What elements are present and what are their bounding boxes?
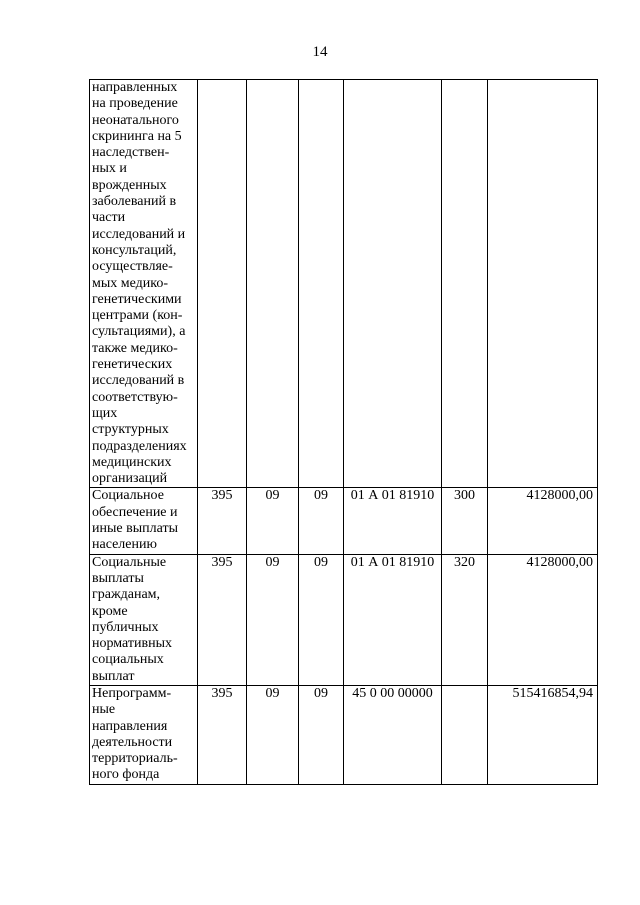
pr-cell bbox=[299, 80, 344, 488]
name-line: медицинских bbox=[92, 454, 172, 470]
sum-cell bbox=[488, 80, 598, 488]
vr-cell: 320 bbox=[442, 554, 488, 685]
name-line: кроме bbox=[92, 603, 128, 619]
name-line: также медико- bbox=[92, 340, 178, 356]
pr-cell: 09 bbox=[299, 554, 344, 685]
name-line: части bbox=[92, 210, 126, 226]
table-row bbox=[90, 80, 598, 488]
csr-cell: 45 0 00 00000 bbox=[344, 685, 442, 784]
table-row bbox=[90, 554, 598, 685]
grbs-cell: 395 bbox=[198, 488, 247, 554]
table-row bbox=[90, 488, 598, 554]
name-line: обеспечение и bbox=[92, 504, 178, 520]
name-cell bbox=[90, 80, 198, 488]
csr-cell: 01 А 01 81910 bbox=[344, 488, 442, 554]
name-line: ного фонда bbox=[92, 767, 160, 783]
name-line: Социальное bbox=[92, 488, 164, 504]
name-line: исследований и bbox=[92, 226, 186, 242]
sum-cell: 515416854,94 bbox=[488, 685, 598, 784]
name-line: структурных bbox=[92, 422, 169, 438]
vr-cell bbox=[442, 80, 488, 488]
name-line: центрами (кон- bbox=[92, 308, 183, 324]
name-line: мых медико- bbox=[92, 275, 169, 291]
name-cell bbox=[90, 488, 198, 554]
name-line: соответствую- bbox=[92, 389, 178, 405]
name-line: направления bbox=[92, 718, 168, 734]
name-line: заболеваний в bbox=[92, 194, 177, 210]
budget-table bbox=[89, 79, 598, 785]
sum-cell: 4128000,00 bbox=[488, 554, 598, 685]
grbs-cell bbox=[198, 80, 247, 488]
name-line: врожденных bbox=[92, 177, 167, 193]
name-line: публичных bbox=[92, 619, 159, 635]
table-row bbox=[90, 685, 598, 784]
name-line: выплаты bbox=[92, 570, 144, 586]
rz-cell: 09 bbox=[247, 488, 299, 554]
name-line: выплат bbox=[92, 668, 135, 684]
rz-cell bbox=[247, 80, 299, 488]
name-line: Непрограмм- bbox=[92, 685, 172, 701]
vr-cell bbox=[442, 685, 488, 784]
name-line: территориаль- bbox=[92, 751, 178, 767]
name-line: деятельности bbox=[92, 734, 173, 750]
name-line: направленных bbox=[92, 80, 178, 95]
pr-cell: 09 bbox=[299, 685, 344, 784]
sum-cell: 4128000,00 bbox=[488, 488, 598, 554]
csr-cell: 01 А 01 81910 bbox=[344, 554, 442, 685]
name-line: щих bbox=[92, 405, 118, 421]
name-line: наследствен- bbox=[92, 145, 170, 161]
pr-cell: 09 bbox=[299, 488, 344, 554]
name-line: нормативных bbox=[92, 636, 173, 652]
name-cell bbox=[90, 685, 198, 784]
rz-cell: 09 bbox=[247, 554, 299, 685]
name-line: подразделениях bbox=[92, 438, 187, 454]
name-line: ных и bbox=[92, 161, 127, 177]
rz-cell: 09 bbox=[247, 685, 299, 784]
name-line: населению bbox=[92, 537, 157, 553]
name-line: осуществляе- bbox=[92, 259, 173, 275]
name-line: ные bbox=[92, 702, 116, 718]
name-line: иные выплаты bbox=[92, 521, 178, 537]
name-line: гражданам, bbox=[92, 587, 161, 603]
name-line: неонатального bbox=[92, 112, 179, 128]
name-line: на проведение bbox=[92, 96, 178, 112]
csr-cell bbox=[344, 80, 442, 488]
page-number: 14 bbox=[312, 44, 328, 60]
name-cell bbox=[90, 554, 198, 685]
name-line: исследований в bbox=[92, 373, 185, 389]
name-line: сультациями), а bbox=[92, 324, 186, 340]
name-line: организаций bbox=[92, 471, 168, 487]
vr-cell: 300 bbox=[442, 488, 488, 554]
name-line: консультаций, bbox=[92, 242, 177, 258]
name-line: социальных bbox=[92, 652, 164, 668]
grbs-cell: 395 bbox=[198, 685, 247, 784]
name-line: генетическими bbox=[92, 291, 182, 307]
name-line: Социальные bbox=[92, 554, 167, 570]
name-line: скрининга на 5 bbox=[92, 128, 182, 144]
name-line: генетических bbox=[92, 357, 173, 373]
grbs-cell: 395 bbox=[198, 554, 247, 685]
